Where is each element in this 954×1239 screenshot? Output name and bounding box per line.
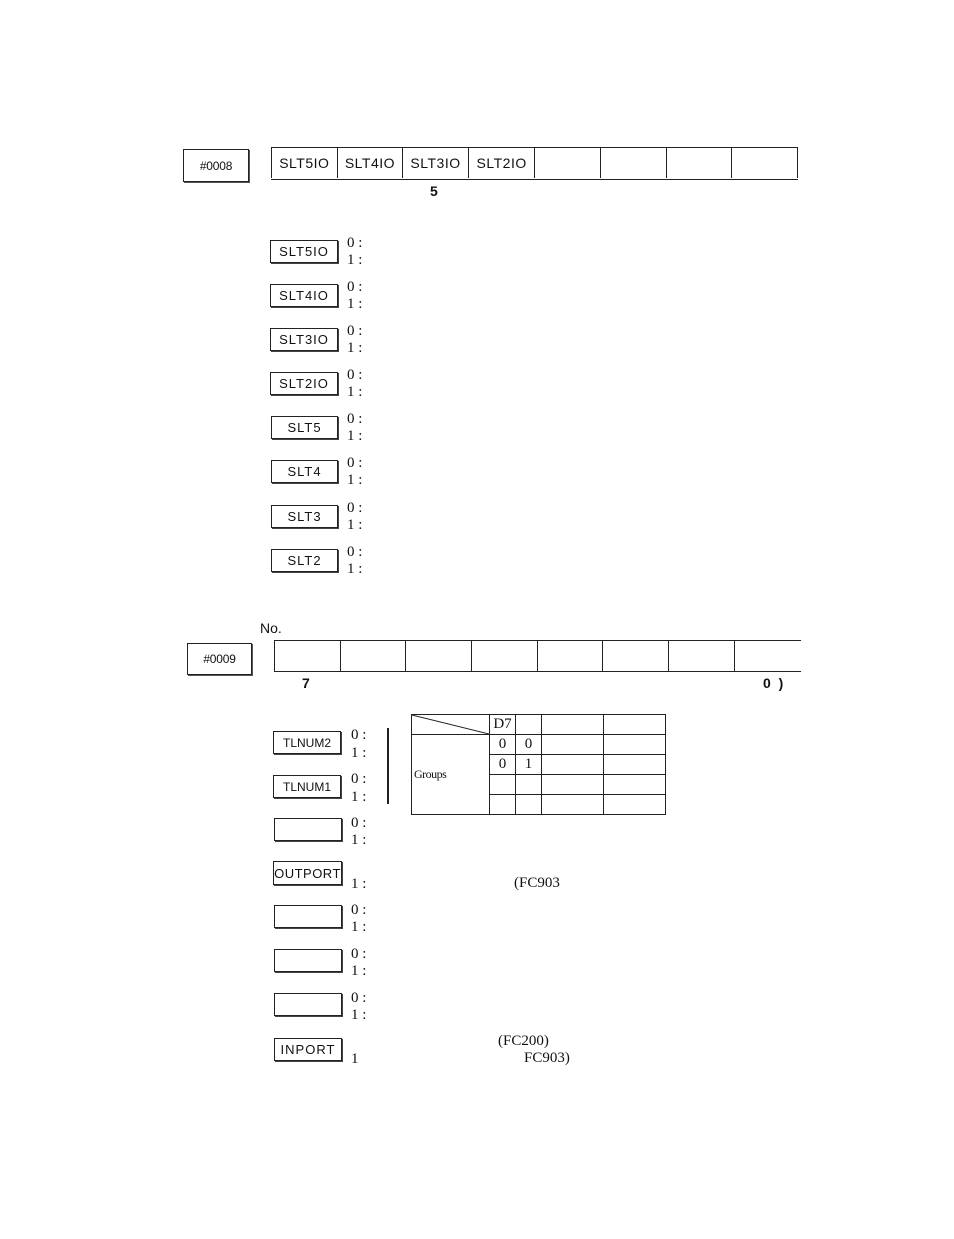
option-key: SLT4 — [271, 460, 338, 483]
groups-cell — [604, 735, 666, 755]
groups-cell — [516, 775, 542, 795]
option-key: SLT2IO — [270, 372, 338, 395]
groups-header-corner — [412, 715, 490, 735]
groups-cell — [604, 795, 666, 815]
option-line-1: 1 : — [351, 832, 367, 848]
inport-note-2: FC903) — [524, 1050, 570, 1066]
groups-cell — [490, 775, 516, 795]
groups-header-cell — [516, 715, 542, 735]
param-number-box: #0009 — [187, 643, 252, 675]
option-key: INPORT — [274, 1038, 342, 1061]
option-key: SLT5 — [271, 416, 338, 439]
bit-cell: SLT5IO — [272, 148, 338, 178]
option-key: OUTPORT — [273, 861, 342, 885]
groups-header-cell: D7 — [490, 715, 516, 735]
option-key: SLT4IO — [270, 284, 338, 307]
option-line-1: 1 : — [347, 517, 363, 533]
groups-cell — [542, 775, 604, 795]
option-line-1: 1 : — [347, 384, 363, 400]
groups-header-cell — [542, 715, 604, 735]
option-line-0: 0 : — [347, 367, 363, 383]
option-line-1: 1 : — [347, 472, 363, 488]
bit-cell: SLT2IO — [468, 148, 535, 178]
bit-note: 5 — [430, 183, 438, 199]
option-key — [274, 993, 342, 1016]
bit-cell — [340, 641, 406, 671]
groups-cell — [542, 735, 604, 755]
option-line-0: 0 : — [347, 279, 363, 295]
option-line-1: 1 : — [347, 296, 363, 312]
option-line-0: 0 : — [351, 990, 367, 1006]
option-line-0: 0 : — [351, 946, 367, 962]
groups-table — [411, 714, 666, 815]
option-line-0: 0 : — [351, 815, 367, 831]
option-key — [274, 905, 342, 928]
bit-cell — [535, 148, 601, 178]
option-line-1: 1 : — [347, 252, 363, 268]
option-line-0: 0 : — [351, 902, 367, 918]
option-key: SLT5IO — [270, 240, 338, 263]
bit-cell: SLT4IO — [337, 148, 403, 178]
groups-cell: 1 — [516, 755, 542, 775]
option-line-0: 0 : — [347, 235, 363, 251]
option-line-1: 1 : — [351, 876, 367, 892]
bit-cell — [537, 641, 603, 671]
groups-cell: 0 — [490, 735, 516, 755]
bit-cell — [406, 641, 472, 671]
option-line-0: 0 : — [347, 455, 363, 471]
option-line-0: 0 : — [347, 323, 363, 339]
groups-cell — [604, 755, 666, 775]
groups-header-cell — [604, 715, 666, 735]
groups-cell — [604, 775, 666, 795]
bit-cell — [735, 641, 801, 671]
option-line-1: 1 : — [351, 919, 367, 935]
groups-cell: 0 — [516, 735, 542, 755]
groups-cell — [542, 795, 604, 815]
option-key: TLNUM1 — [273, 775, 341, 798]
groups-label: Groups — [414, 767, 447, 781]
groups-cell: 0 — [490, 755, 516, 775]
inport-note-1: (FC200) — [498, 1033, 549, 1049]
option-line-1: 1 : — [347, 428, 363, 444]
option-line-0: 0 : — [347, 544, 363, 560]
option-line-1: 1 : — [347, 340, 363, 356]
bit-cell — [668, 641, 734, 671]
option-line-1: 1 — [351, 1051, 359, 1067]
groups-cell — [490, 795, 516, 815]
option-key — [274, 818, 342, 841]
option-line-0: 0 : — [347, 411, 363, 427]
option-key: SLT2 — [271, 549, 338, 572]
option-line-0: 0 : — [351, 771, 367, 787]
bracket-line — [387, 728, 389, 804]
option-key: TLNUM2 — [273, 731, 341, 754]
bit-note-right: 0 ) — [763, 675, 784, 691]
option-line-1: 1 : — [351, 789, 367, 805]
option-key — [274, 949, 342, 972]
outport-note: (FC903 — [514, 875, 560, 891]
no-label: No. — [260, 620, 282, 636]
groups-row-label — [412, 735, 490, 815]
option-line-1: 1 : — [351, 745, 367, 761]
groups-cell — [542, 755, 604, 775]
bit-cell — [275, 641, 341, 671]
option-line-1: 1 : — [351, 1007, 367, 1023]
option-line-1: 1 : — [351, 963, 367, 979]
bit-cell: SLT3IO — [403, 148, 469, 178]
groups-cell — [516, 795, 542, 815]
bit-row — [271, 147, 798, 180]
bit-cell — [471, 641, 537, 671]
diagonal-line — [412, 715, 489, 734]
bit-cell — [601, 148, 667, 178]
bit-cell — [666, 148, 732, 178]
option-key: SLT3IO — [270, 328, 338, 351]
option-key: SLT3 — [271, 505, 338, 528]
bit-row — [274, 640, 801, 672]
param-number-box: #0008 — [183, 149, 249, 182]
option-line-0: 0 : — [347, 500, 363, 516]
bit-note-left: 7 — [302, 675, 310, 691]
bit-cell — [732, 148, 798, 178]
option-line-1: 1 : — [347, 561, 363, 577]
option-line-0: 0 : — [351, 727, 367, 743]
bit-cell — [603, 641, 669, 671]
